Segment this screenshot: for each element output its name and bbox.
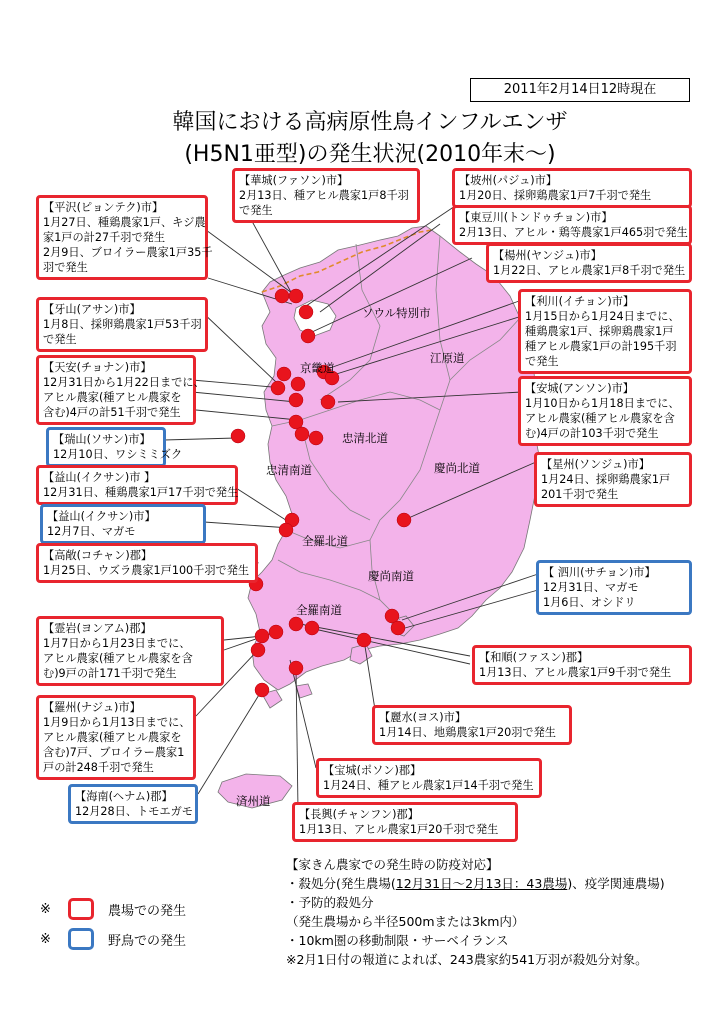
callout-title: 【平沢(ピョンテク)市】 [43, 201, 164, 214]
callout-line: で発生 [43, 333, 77, 346]
outbreak-dot [289, 393, 303, 407]
callout-line: アヒル農家(種アヒル農家を [43, 731, 182, 744]
callout-line: 含む)4戸の計51千羽で発生 [43, 406, 181, 419]
outbreak-dot [289, 617, 303, 631]
callout-line: 1月7日から1月23日までに、 [43, 637, 191, 650]
legend-wild-bird [40, 928, 186, 950]
region-jeonnam: 全羅南道 [296, 603, 342, 617]
outbreak-dot [277, 367, 291, 381]
measures-text: ・殺処分(発生農場( [286, 876, 396, 891]
callout-line: 1月27日、種鶏農家1戸、キジ農 [43, 216, 206, 229]
legend-label: 野鳥での発生 [108, 933, 187, 949]
callout-line: アヒル農家(種アヒル農家を [43, 391, 182, 404]
outbreak-dot [231, 429, 245, 443]
outbreak-dot [301, 329, 315, 343]
callout-line: 1月13日、アヒル農家1戸20千羽で発生 [299, 823, 499, 836]
callout-line: 含む)7戸、ブロイラー農家1 [43, 746, 185, 759]
callout-title: 【宝城(ポソン)郡】 [323, 764, 422, 777]
callout-line: 1月15日から1月24日までに、 [525, 310, 680, 323]
callout-line: 2月9日、ブロイラー農家1戸35千 [43, 246, 213, 259]
callout-title: 【牙山(アサン)市】 [43, 303, 141, 316]
outbreak-dot [271, 381, 285, 395]
callout-iksan-wild [40, 504, 206, 544]
callout-paju [452, 168, 692, 208]
callout-title: 【和順(ファスン)郡】 [479, 651, 589, 664]
callout-gochang [36, 543, 258, 583]
measures-line: ※2月1日付の報道によれば、243農家約541万羽が殺処分対象。 [286, 952, 648, 967]
callout-title: 【 泗川(サチョン)市】 [543, 566, 656, 579]
callout-yeosu [372, 705, 572, 745]
callout-yeongam [36, 616, 224, 686]
callout-line: 12月31日から1月22日までに、 [43, 376, 205, 389]
title-line-2: (H5N1亜型)の発生状況(2010年末～) [184, 142, 556, 167]
callout-title: 【利川(イチョン)市】 [525, 295, 635, 308]
callout-boseong [316, 758, 542, 798]
callout-yangju [486, 243, 692, 283]
outbreak-dot [255, 629, 269, 643]
callout-dongducheon [452, 205, 692, 245]
outbreak-dot [295, 427, 309, 441]
callout-title: 【高敞(コチャン)郡】 [43, 549, 153, 562]
region-gyeongbuk: 慶尚北道 [434, 461, 480, 475]
callout-line: 1月25日、ウズラ農家1戸100千羽で発生 [43, 564, 250, 577]
outbreak-dot [275, 289, 289, 303]
callout-haenam [68, 784, 198, 824]
region-jeonbuk: 全羅北道 [302, 534, 348, 548]
region-chungbuk: 忠清北道 [342, 431, 388, 445]
callout-title: 【星州(ソンジュ)市】 [541, 458, 650, 471]
callout-pyeongtaek [36, 195, 213, 280]
legend-asterisk: ※ [40, 931, 51, 947]
callout-line: 戸の計248千羽で発生 [43, 761, 154, 774]
measures-line [286, 874, 665, 893]
callout-line: 1月8日、採卵鶏農家1戸53千羽 [43, 318, 202, 331]
callout-line: 種アヒル農家1戸の計195千羽 [525, 340, 677, 353]
callout-title: 【天安(チョナン)市】 [43, 361, 152, 374]
callout-line: 家1戸の計27千羽で発生 [43, 231, 166, 244]
callout-line: 201千羽で発生 [541, 488, 619, 501]
measures-heading: 【家きん農家での発生時の防疫対応】 [286, 857, 499, 872]
outbreak-dot [321, 395, 335, 409]
callout-title: 【益山(イクサン)市 】 [43, 471, 156, 484]
response-measures [286, 855, 665, 969]
outbreak-dot [397, 513, 411, 527]
measures-line: ・10km圏の移動制限・サーベイランス [286, 933, 509, 948]
callout-line: 1月24日、種アヒル農家1戸14千羽で発生 [323, 779, 534, 792]
legend-asterisk: ※ [40, 901, 51, 917]
outbreak-dot [255, 683, 269, 697]
callout-line: む)9戸の計171千羽で発生 [43, 667, 177, 680]
callout-title: 【長興(チャンフン)郡】 [299, 808, 419, 821]
callout-sangju [534, 452, 692, 507]
callout-line: 12月31日、マガモ [543, 581, 639, 594]
callout-line: 1月22日、アヒル農家1戸8千羽で発生 [493, 264, 686, 277]
callout-title: 【安城(アンソン)市】 [525, 382, 634, 395]
callout-icheon [518, 289, 692, 374]
callout-title: 【坡州(パジュ)市】 [459, 174, 558, 187]
date-stamp: 2011年2月14日12時現在 [470, 78, 690, 102]
callout-line: で発生 [525, 355, 559, 368]
region-jeju: 済州道 [236, 794, 271, 808]
callout-line: 1月14日、地鶏農家1戸20羽で発生 [379, 726, 556, 739]
callout-line: で発生 [239, 204, 273, 217]
callout-hwasun [472, 645, 692, 685]
outbreak-dot [309, 431, 323, 445]
callout-title: 【楊州(ヤンジュ)市】 [493, 249, 602, 262]
callout-title: 【益山(イクサン)市】 [47, 510, 156, 523]
callout-line: 1月20日、採卵鶏農家1戸7千羽で発生 [459, 189, 652, 202]
callout-title: 【麗水(ヨス)市】 [379, 711, 467, 724]
callout-title: 【霊岩(ヨンアム)郡】 [43, 622, 152, 635]
callout-anseong [518, 376, 692, 446]
outbreak-dot [357, 633, 371, 647]
callout-line: 2月13日、アヒル・鶏等農家1戸465羽で発生 [459, 226, 688, 239]
callout-title: 【東豆川(トンドゥチョン)市】 [459, 211, 613, 224]
region-seoul: ソウル特別市 [362, 306, 431, 320]
title-line-1: 韓国における高病原性鳥インフルエンザ [172, 110, 568, 135]
callout-seosan [46, 427, 183, 467]
region-gyeongnam: 慶尚南道 [368, 569, 414, 583]
outbreak-dot [289, 661, 303, 675]
callout-line: 2月13日、種アヒル農家1戸8千羽 [239, 189, 409, 202]
legend-swatch-blue [68, 928, 94, 950]
outbreak-dot [391, 621, 405, 635]
callout-line: 1月6日、オシドリ [543, 596, 636, 609]
outbreak-dot [289, 289, 303, 303]
measures-line: ・予防的殺処分 [286, 895, 374, 910]
outbreak-dot [291, 377, 305, 391]
callout-line: 1月13日、アヒル農家1戸9千羽で発生 [479, 666, 672, 679]
region-chungnam: 忠清南道 [266, 463, 312, 477]
legend-farm [40, 898, 186, 920]
callout-hwaseong [232, 168, 420, 223]
callout-jangheung [292, 802, 518, 842]
callout-cheonan [36, 355, 205, 425]
callout-title: 【瑞山(ソサン)市】 [53, 433, 151, 446]
callout-asan [36, 297, 208, 352]
region-gangwon: 江原道 [430, 351, 465, 365]
callout-title: 【華城(ファソン)市】 [239, 174, 349, 187]
callout-line: 12月31日、種鶏農家1戸17千羽で発生 [43, 486, 239, 499]
callout-line: 12月10日、ワシミミズク [53, 448, 183, 461]
callout-line: 種鶏農家1戸、採卵鶏農家1戸 [525, 325, 674, 338]
callout-sacheon [536, 560, 692, 615]
callout-line: 羽で発生 [43, 261, 88, 274]
measures-line: （発生農場から半径500mまたは3km内） [286, 914, 525, 929]
callout-line: アヒル農家(種アヒル農家を含 [43, 652, 193, 665]
outbreak-dot [251, 643, 265, 657]
outbreak-dot [305, 621, 319, 635]
callout-title: 【海南(ヘナム)郡】 [75, 790, 173, 803]
callout-line: 12月28日、トモエガモ [75, 805, 193, 818]
region-gyeonggi: 京畿道 [300, 361, 335, 375]
callout-line: 12月7日、マガモ [47, 525, 136, 538]
outbreak-dot [279, 523, 293, 537]
legend-label: 農場での発生 [108, 903, 187, 919]
measures-text: )、疫学関連農場) [567, 876, 665, 891]
outbreak-dot [269, 625, 283, 639]
callout-title: 【羅州(ナジュ)市】 [43, 701, 141, 714]
callout-line: アヒル農家(種アヒル農家を含 [525, 412, 675, 425]
legend-swatch-red [68, 898, 94, 920]
callout-line: 1月9日から1月13日までに、 [43, 716, 191, 729]
callout-line: む)4戸の計103千羽で発生 [525, 427, 659, 440]
callout-iksan-farm [36, 465, 238, 505]
outbreak-dot [299, 305, 313, 319]
callout-line: 1月10日から1月18日までに、 [525, 397, 680, 410]
callout-naju [36, 695, 196, 780]
measures-underlined: 12月31日～2月13日：43農場 [395, 876, 568, 891]
callout-line: 1月24日、採卵鶏農家1戸 [541, 473, 671, 486]
